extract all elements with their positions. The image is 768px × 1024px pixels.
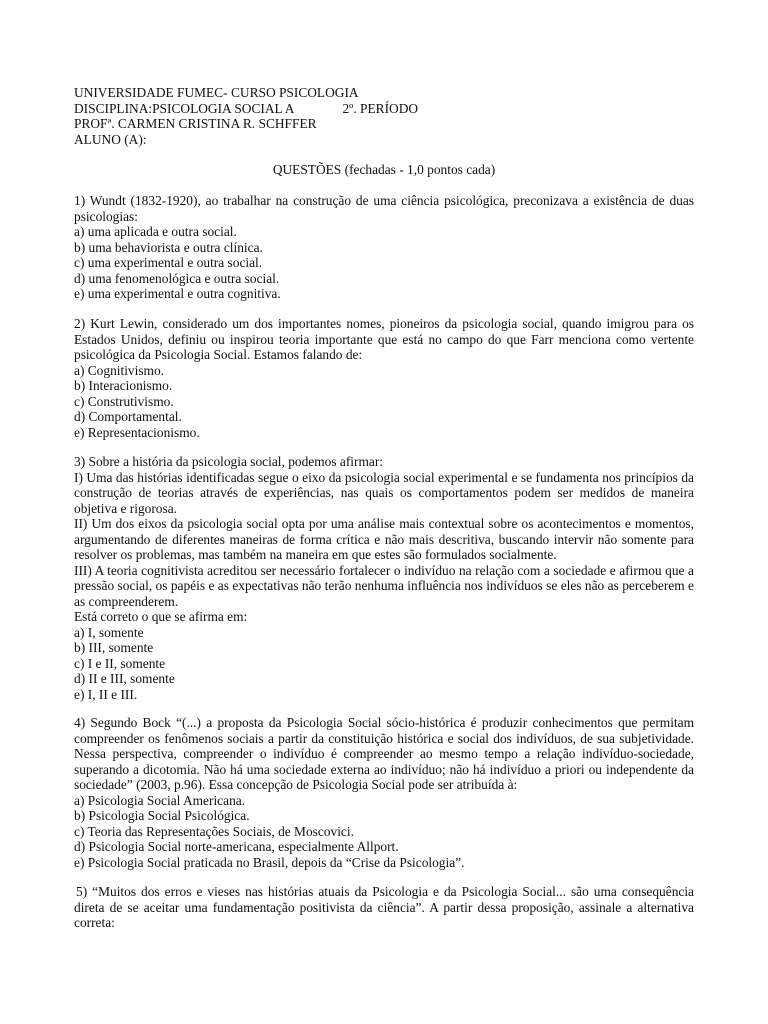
- statement-2: II) Um dos eixos da psicologia social opta por uma análise mais contextual sobre os acontecimentos e momentos, argumentando de diferentes maneiras de forma crítica e não mais descritiva, buscando intervir não somente para resolver os problemas, mas também na maneira em que estes são formulados socialmente.: [74, 516, 694, 562]
- option-c: c) Construtivismo.: [74, 393, 174, 409]
- option-b: b) Psicologia Social Psicológica.: [74, 808, 250, 823]
- option-a: a) Psicologia Social Americana.: [74, 792, 246, 808]
- option-e: e) I, II e III.: [74, 686, 138, 702]
- question-1: [74, 193, 694, 302]
- question-stem: 5) “Muitos dos erros e vieses nas histórias atuais da Psicologia e da Psicologia Social... são uma consequência direta de se aceitar uma fundamentação positivista da ciência”. A partir dessa proposição, assinale a alternativa correta:: [74, 884, 694, 930]
- question-5: [74, 884, 694, 931]
- discipline-line: [74, 101, 694, 117]
- option-d: d) uma fenomenológica e outra social.: [74, 270, 280, 286]
- option-d: d) II e III, somente: [74, 671, 175, 686]
- discipline-name: DISCIPLINA:PSICOLOGIA SOCIAL A: [74, 100, 295, 116]
- option-a: a) uma aplicada e outra social.: [74, 224, 237, 239]
- option-c: c) I e II, somente: [74, 655, 166, 671]
- question-stem: 1) Wundt (1832-1920), ao trabalhar na construção de uma ciência psicológica, preconizava a existência de duas psicologias:: [74, 193, 694, 224]
- statement-3: III) A teoria cognitivista acreditou ser necessário fortalecer o indivíduo na relação com a sociedade e afirmou que a pressão social, os papéis e as expectativas não terão nenhuma influência nos indivíduos se eles não as perceberem e as compreenderem.: [74, 562, 694, 609]
- option-c: c) uma experimental e outra social.: [74, 255, 263, 270]
- option-e: e) Representacionismo.: [74, 424, 200, 440]
- professor-line: PROFª. CARMEN CRISTINA R. SCHFFER: [74, 116, 317, 131]
- statement-1: I) Uma das histórias identificadas segue o eixo da psicologia social experimental e se fundamenta nos princípios da construção de teorias através de experiências, nas quais os comportamentos podem ser medidos de maneira objetiva e rigorosa.: [74, 469, 694, 516]
- question-prompt: Está correto o que se afirma em:: [74, 609, 248, 624]
- period-label: 2º. PERÍODO: [342, 100, 419, 116]
- question-stem: 2) Kurt Lewin, considerado um dos importantes nomes, pioneiros da psicologia social, quando imigrou para os Estados Unidos, definiu ou inspirou teoria importante que está no campo do que Farr menciona como vertente psicológica da Psicologia Social. Estamos falando de:: [74, 316, 694, 362]
- exam-header: [74, 85, 694, 147]
- option-b: b) III, somente: [74, 640, 154, 655]
- question-stem: 4) Segundo Bock “(...) a proposta da Psicologia Social sócio-histórica é produzir conhecimentos que permitam compreender os fenômenos sociais a partir da constituição histórica e social dos indivíduos, de sua subjetividade. Nessa perspectiva, compreender o indivíduo é compreender ao mesmo tempo a relação indivíduo-sociedade, superando a dicotomia. Não há uma sociedade externa ao indivíduo; não há indivíduo a priori ou independente da sociedade” (2003, p.96). Essa concepção de Psicologia Social pode ser atribuída à:: [74, 715, 694, 792]
- question-4: [74, 715, 694, 870]
- section-title: QUESTÕES (fechadas - 1,0 pontos cada): [272, 162, 496, 177]
- option-e: e) Psicologia Social praticada no Brasil, depois da “Crise da Psicologia”.: [74, 854, 465, 870]
- option-b: b) Interacionismo.: [74, 378, 173, 393]
- option-e: e) uma experimental e outra cognitiva.: [74, 286, 281, 301]
- university-line: UNIVERSIDADE FUMEC- CURSO PSICOLOGIA: [74, 85, 359, 100]
- option-b: b) uma behaviorista e outra clínica.: [74, 239, 263, 255]
- student-line: ALUNO (A):: [74, 131, 147, 147]
- option-a: a) I, somente: [74, 624, 144, 640]
- question-stem: 3) Sobre a história da psicologia social, podemos afirmar:: [74, 454, 384, 469]
- option-d: d) Comportamental.: [74, 409, 182, 424]
- question-3: [74, 454, 694, 702]
- option-a: a) Cognitivismo.: [74, 362, 165, 378]
- option-d: d) Psicologia Social norte-americana, especialmente Allport.: [74, 839, 399, 854]
- option-c: c) Teoria das Representações Sociais, de Moscovici.: [74, 823, 354, 839]
- question-2: [74, 316, 694, 440]
